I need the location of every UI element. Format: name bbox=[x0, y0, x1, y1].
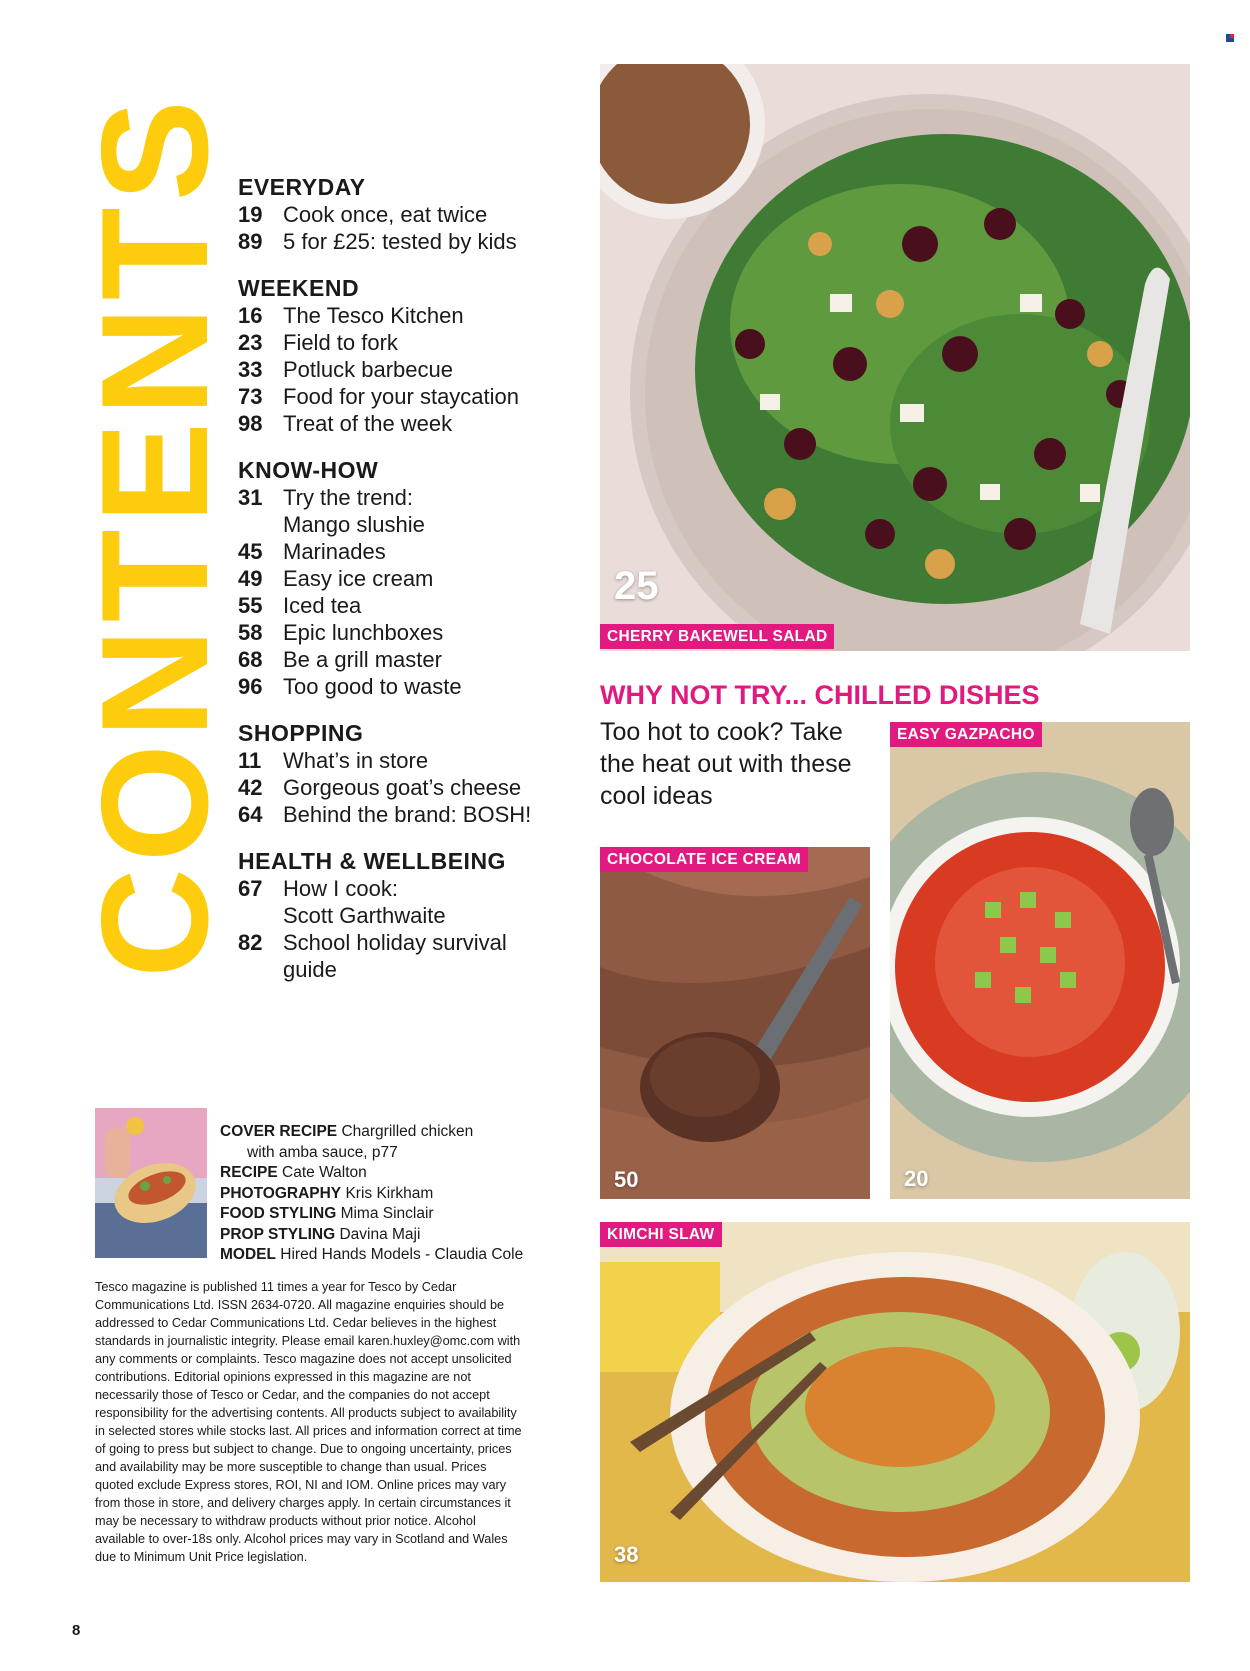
page-number: 8 bbox=[72, 1622, 81, 1639]
entry-title: Field to fork bbox=[283, 330, 398, 355]
list-item[interactable] bbox=[238, 673, 578, 700]
feature-page-ref: 50 bbox=[614, 1167, 639, 1192]
entry-title: Too good to waste bbox=[283, 674, 462, 699]
entry-title: Cook once, eat twice bbox=[283, 202, 488, 227]
entry-title-line2: Mango slushie bbox=[283, 512, 425, 537]
page-ref: 45 bbox=[238, 539, 263, 564]
credit-value: Kris Kirkham bbox=[345, 1184, 434, 1202]
section-shopping bbox=[238, 720, 578, 828]
feature-intro: Too hot to cook? Take the heat out with these cool ideas bbox=[600, 718, 852, 810]
credit-value: with amba sauce, p77 bbox=[247, 1143, 398, 1161]
credit-value: Cate Walton bbox=[282, 1164, 367, 1181]
cover-credits bbox=[220, 1122, 580, 1266]
credit-label: MODEL bbox=[220, 1246, 276, 1263]
page-ref: 89 bbox=[238, 229, 263, 254]
page-ref: 68 bbox=[238, 647, 263, 672]
list-item[interactable] bbox=[238, 356, 578, 383]
credit-value: Hired Hands Models - Claudia Cole bbox=[280, 1246, 524, 1263]
page-ref: 16 bbox=[238, 303, 263, 328]
list-item[interactable] bbox=[238, 538, 578, 565]
section-know-how bbox=[238, 457, 578, 700]
feature-page-ref: 25 bbox=[614, 564, 659, 608]
page-ref: 73 bbox=[238, 384, 263, 409]
entry-title-line2: guide bbox=[283, 957, 337, 982]
page-ref: 82 bbox=[238, 930, 263, 955]
credit-label: FOOD STYLING bbox=[220, 1205, 337, 1222]
page-ref: 31 bbox=[238, 485, 263, 510]
section-title: KNOW-HOW bbox=[238, 457, 379, 483]
list-item[interactable] bbox=[238, 592, 578, 619]
entry-title: Iced tea bbox=[283, 593, 362, 618]
page-ref: 49 bbox=[238, 566, 263, 591]
entry-title: Gorgeous goat’s cheese bbox=[283, 775, 522, 800]
credit-value: Mima Sinclair bbox=[340, 1205, 434, 1222]
entry-title: 5 for £25: tested by kids bbox=[283, 229, 517, 254]
list-item[interactable] bbox=[238, 646, 578, 673]
entry-title: Easy ice cream bbox=[283, 566, 434, 591]
credit-value: Chargrilled chicken bbox=[341, 1123, 474, 1140]
section-title: EVERYDAY bbox=[238, 174, 366, 200]
entry-title: How I cook: bbox=[283, 876, 398, 901]
entry-title: Be a grill master bbox=[283, 647, 442, 672]
contents-list bbox=[238, 174, 578, 1003]
section-title: HEALTH & WELLBEING bbox=[238, 848, 506, 874]
entry-title: What’s in store bbox=[283, 748, 429, 773]
color-mark-icon bbox=[1226, 34, 1234, 42]
page-ref: 23 bbox=[238, 330, 263, 355]
legal-text: Tesco magazine is published 11 times a year for Tesco by Cedar Communications Ltd. ISSN 2634-0720. All magazine enquiries should be addressed to Cedar Communications Ltd. Cedar believes in the highest standards in journalistic integrity. Please email karen.huxley@omc.com with any comments or complaints. Tesco magazine does not accept unsolicited contributions. Editorial opinions expressed in this magazine are not necessarily those of Tesco or Cedar, and the companies do not accept responsibility for the advertising contents. All products subject to availability in selected stores while stocks last. All prices and information correct at time of going to press but subject to change. Due to ongoing uncertainty, prices and availability may be more susceptible to change than usual. Prices quoted exclude Express stores, ROI, NI and IOM. Online prices may vary from those in store, and delivery charges apply. In certain circumstances it may be necessary to withdraw products without prior notice. Alcohol available to over-18s only. Alcohol prices may vary in Scotland and Wales due to Minimum Unit Price legislation. bbox=[95, 1280, 522, 1564]
entry-title: Behind the brand: BOSH! bbox=[283, 802, 532, 827]
page-ref: 64 bbox=[238, 802, 263, 827]
list-item[interactable] bbox=[238, 228, 578, 255]
cover-thumbnail bbox=[95, 1108, 207, 1258]
section-title: WEEKEND bbox=[238, 275, 360, 301]
feature-label: KIMCHI SLAW bbox=[600, 1222, 722, 1247]
list-item[interactable] bbox=[238, 565, 578, 592]
entry-title: School holiday survival bbox=[283, 930, 507, 955]
section-everyday bbox=[238, 174, 578, 255]
list-item[interactable] bbox=[238, 302, 578, 329]
list-item[interactable] bbox=[238, 329, 578, 356]
page-ref: 58 bbox=[238, 620, 263, 645]
page-ref: 33 bbox=[238, 357, 263, 382]
entry-title: Treat of the week bbox=[283, 411, 453, 436]
list-item[interactable] bbox=[238, 875, 578, 929]
page-ref: 42 bbox=[238, 775, 263, 800]
entry-title: The Tesco Kitchen bbox=[283, 303, 464, 328]
list-item[interactable] bbox=[238, 929, 578, 983]
list-item[interactable] bbox=[238, 619, 578, 646]
list-item[interactable] bbox=[238, 747, 578, 774]
gazpacho-photo[interactable] bbox=[890, 722, 1190, 1199]
feature-label: CHERRY BAKEWELL SALAD bbox=[600, 624, 834, 649]
list-item[interactable] bbox=[238, 201, 578, 228]
page-ref: 67 bbox=[238, 876, 263, 901]
feature-label: EASY GAZPACHO bbox=[890, 722, 1042, 747]
page-ref: 98 bbox=[238, 411, 263, 436]
entry-title: Marinades bbox=[283, 539, 386, 564]
feature-label: CHOCOLATE ICE CREAM bbox=[600, 847, 808, 872]
credit-label: COVER RECIPE bbox=[220, 1123, 338, 1140]
feature-heading: WHY NOT TRY... CHILLED DISHES bbox=[600, 680, 1040, 710]
slaw-photo[interactable] bbox=[600, 1222, 1190, 1582]
entry-title: Food for your staycation bbox=[283, 384, 520, 409]
cover-image bbox=[95, 1108, 207, 1258]
salad-photo[interactable] bbox=[600, 64, 1190, 651]
feature-page-ref: 20 bbox=[904, 1166, 929, 1191]
list-item[interactable] bbox=[238, 383, 578, 410]
list-item[interactable] bbox=[238, 774, 578, 801]
feature-page-ref: 38 bbox=[614, 1542, 639, 1567]
credit-label: PROP STYLING bbox=[220, 1225, 336, 1243]
entry-title: Potluck barbecue bbox=[283, 357, 453, 382]
ice-cream-photo[interactable] bbox=[600, 847, 870, 1199]
section-health-wellbeing bbox=[238, 848, 578, 983]
page-title: CONTENTS bbox=[70, 94, 240, 978]
entry-title: Epic lunchboxes bbox=[283, 620, 444, 645]
credit-value: Davina Maji bbox=[339, 1225, 421, 1243]
page-ref: 19 bbox=[238, 202, 263, 227]
page-ref: 11 bbox=[238, 748, 262, 773]
section-title: SHOPPING bbox=[238, 720, 364, 746]
credit-label: RECIPE bbox=[220, 1164, 278, 1181]
slaw-image bbox=[600, 1222, 1190, 1582]
page-ref: 96 bbox=[238, 674, 263, 699]
entry-title-line2: Scott Garthwaite bbox=[283, 903, 446, 928]
list-item[interactable] bbox=[238, 801, 578, 828]
salad-image bbox=[600, 64, 1190, 651]
gazpacho-image bbox=[890, 722, 1190, 1199]
list-item[interactable] bbox=[238, 410, 578, 437]
list-item[interactable] bbox=[238, 484, 578, 538]
page-ref: 55 bbox=[238, 593, 263, 618]
credit-label: PHOTOGRAPHY bbox=[220, 1184, 342, 1202]
ice-cream-image bbox=[600, 847, 870, 1199]
section-weekend bbox=[238, 275, 578, 437]
entry-title: Try the trend: bbox=[283, 485, 414, 510]
